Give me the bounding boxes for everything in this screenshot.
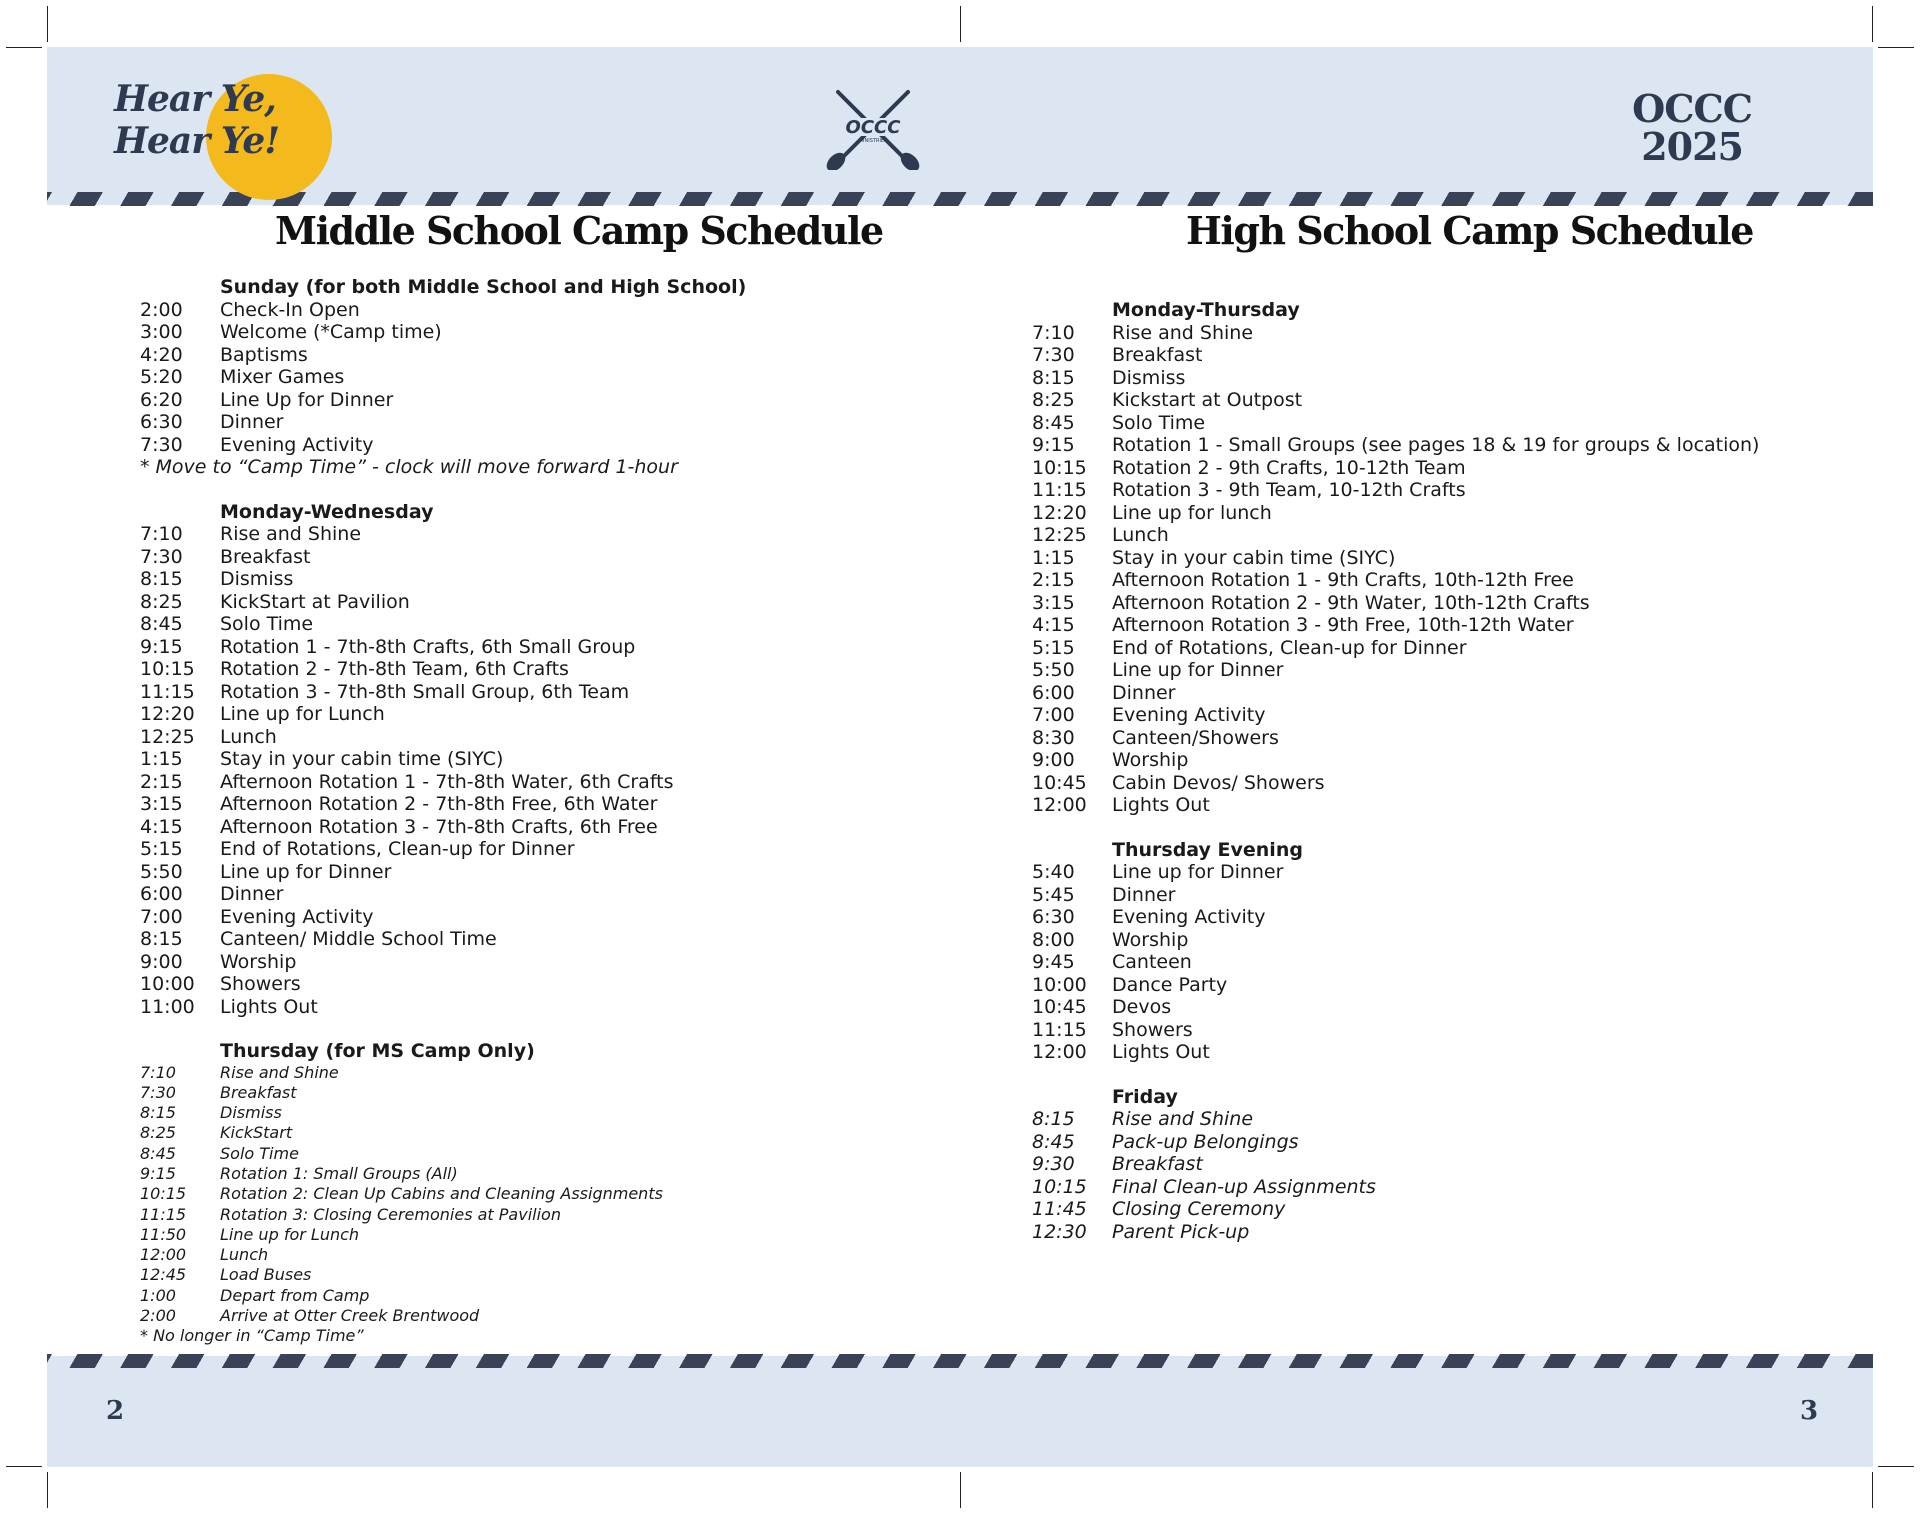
schedule-event: Breakfast (1112, 344, 1203, 366)
schedule-row (1032, 884, 1759, 907)
crop-mark (6, 1466, 42, 1467)
schedule-event: Devos (1112, 996, 1172, 1018)
schedule-row (1032, 682, 1759, 705)
schedule-time: 11:15 (1032, 1018, 1087, 1041)
schedule-row (140, 658, 746, 681)
schedule-time: 3:15 (140, 793, 183, 815)
middle-school-title: Middle School Camp Schedule (275, 208, 883, 253)
monday-wednesday-list (140, 523, 746, 1018)
svg-text:OCCC: OCCC (845, 117, 901, 138)
schedule-row (1032, 704, 1759, 727)
schedule-time: 8:15 (140, 1103, 176, 1123)
schedule-row (1032, 1153, 1759, 1176)
schedule-time: 9:15 (1032, 434, 1075, 456)
schedule-row (140, 389, 746, 412)
schedule-event: Line Up for Dinner (220, 388, 394, 411)
schedule-event: Worship (220, 950, 297, 973)
schedule-time: 11:45 (1032, 1198, 1087, 1220)
schedule-row (1032, 861, 1759, 884)
schedule-event: Afternoon Rotation 1 - 7th-8th Water, 6th Crafts (220, 770, 674, 793)
schedule-time: 8:45 (140, 1143, 176, 1163)
schedule-time: 8:15 (140, 928, 183, 950)
schedule-row (1032, 614, 1759, 637)
schedule-time: 4:20 (140, 343, 183, 366)
schedule-time: 6:30 (140, 411, 183, 433)
schedule-row (1032, 1108, 1759, 1131)
schedule-event: Canteen/Showers (1112, 726, 1279, 749)
section-heading: Thursday Evening (1112, 838, 1303, 861)
schedule-event: Afternoon Rotation 3 - 9th Free, 10th-12th Water (1112, 614, 1574, 636)
schedule-row (140, 568, 746, 591)
schedule-event: Afternoon Rotation 2 - 7th-8th Free, 6th Water (220, 793, 658, 815)
schedule-row (140, 591, 746, 614)
schedule-time: 5:45 (1032, 883, 1075, 906)
schedule-event: Dinner (1112, 883, 1176, 906)
schedule-row (1032, 794, 1759, 817)
schedule-row (140, 321, 746, 344)
schedule-time: 5:50 (140, 860, 183, 883)
schedule-time: 5:20 (140, 366, 183, 388)
schedule-time: 10:15 (1032, 1175, 1087, 1198)
schedule-time: 8:45 (140, 613, 183, 635)
schedule-row (1032, 659, 1759, 682)
top-stripe-border (47, 192, 1873, 206)
schedule-time: 11:15 (140, 1204, 187, 1224)
schedule-row (1032, 592, 1759, 615)
schedule-event: Solo Time (220, 1143, 299, 1163)
schedule-event: Rise and Shine (220, 1062, 339, 1082)
schedule-time: 5:40 (1032, 861, 1075, 883)
schedule-time: 5:15 (1032, 636, 1075, 659)
schedule-event: Rotation 3 - 9th Team, 10-12th Crafts (1112, 479, 1466, 501)
schedule-event: Baptisms (220, 343, 308, 366)
schedule-time: 9:30 (1032, 1153, 1075, 1175)
schedule-row (1032, 1041, 1759, 1064)
svg-text:MINISTRIES: MINISTRIES (858, 138, 888, 144)
schedule-row (140, 523, 746, 546)
schedule-row (140, 793, 746, 816)
schedule-time: 9:15 (140, 1163, 176, 1183)
schedule-row (140, 1265, 746, 1285)
schedule-row (140, 636, 746, 659)
schedule-time: 6:00 (1032, 681, 1075, 704)
schedule-row (1032, 1131, 1759, 1154)
schedule-time: 11:15 (1032, 479, 1087, 501)
schedule-event: Line up for Dinner (220, 860, 392, 883)
schedule-event: Line up for Lunch (220, 703, 385, 725)
schedule-event: Evening Activity (220, 433, 374, 456)
schedule-event: Pack-up Belongings (1112, 1130, 1299, 1153)
schedule-time: 7:30 (140, 433, 183, 456)
schedule-time: 10:00 (1032, 973, 1087, 996)
schedule-row (1032, 1176, 1759, 1199)
schedule-time: 4:15 (140, 815, 183, 838)
schedule-time: 7:30 (1032, 344, 1075, 366)
schedule-time: 2:00 (140, 298, 183, 321)
schedule-row (1032, 389, 1759, 412)
schedule-row (1032, 1198, 1759, 1221)
schedule-row (140, 1184, 746, 1204)
schedule-event: KickStart (220, 1123, 293, 1143)
crop-mark (960, 6, 961, 42)
schedule-event: Parent Pick-up (1112, 1220, 1250, 1243)
schedule-time: 8:15 (1032, 366, 1075, 389)
schedule-event: Kickstart at Outpost (1112, 389, 1303, 411)
schedule-event: Dismiss (220, 568, 294, 590)
schedule-row (140, 366, 746, 389)
section-heading: Monday-Thursday (1112, 299, 1300, 321)
monday-thursday-list (1032, 322, 1759, 817)
schedule-row (140, 681, 746, 704)
schedule-row (1032, 502, 1759, 525)
schedule-row (140, 996, 746, 1019)
schedule-row (1032, 637, 1759, 660)
schedule-time: 12:00 (1032, 794, 1087, 816)
schedule-row (1032, 951, 1759, 974)
schedule-row (140, 771, 746, 794)
hear-ye-heading: Hear Ye, Hear Ye! (114, 78, 280, 162)
schedule-time: 8:25 (1032, 389, 1075, 411)
schedule-event: Afternoon Rotation 1 - 9th Crafts, 10th-12th Free (1112, 569, 1574, 591)
schedule-time: 8:00 (1032, 928, 1075, 951)
schedule-row (140, 906, 746, 929)
schedule-event: Rotation 2 - 9th Crafts, 10-12th Team (1112, 456, 1466, 479)
schedule-row (140, 1063, 746, 1083)
schedule-time: 8:15 (140, 568, 183, 590)
schedule-event: Lunch (220, 1245, 269, 1265)
schedule-time: 7:10 (140, 523, 183, 545)
crossed-oars-icon (818, 86, 928, 170)
schedule-event: Load Buses (220, 1265, 312, 1285)
schedule-time: 5:15 (140, 838, 183, 860)
schedule-row (1032, 344, 1759, 367)
schedule-event: Canteen (1112, 951, 1192, 973)
schedule-row (140, 838, 746, 861)
schedule-row (140, 1205, 746, 1225)
schedule-event: Line up for Dinner (1112, 659, 1284, 681)
page-number-left: 2 (106, 1396, 125, 1426)
schedule-event: Line up for lunch (1112, 501, 1272, 524)
schedule-time: 7:30 (140, 545, 183, 568)
schedule-row (140, 299, 746, 322)
schedule-row (1032, 929, 1759, 952)
schedule-event: Solo Time (220, 613, 314, 635)
schedule-time: 9:00 (1032, 749, 1075, 771)
schedule-event: Lights Out (220, 995, 318, 1018)
schedule-event: Lights Out (1112, 794, 1210, 816)
schedule-row (140, 748, 746, 771)
schedule-event: Rise and Shine (1112, 321, 1254, 344)
schedule-time: 6:00 (140, 883, 183, 905)
schedule-event: Rotation 2: Clean Up Cabins and Cleaning Assignments (220, 1184, 663, 1204)
schedule-row (140, 883, 746, 906)
schedule-row (1032, 322, 1759, 345)
schedule-row (1032, 412, 1759, 435)
schedule-row (1032, 1221, 1759, 1244)
schedule-time: 11:15 (140, 680, 195, 703)
crop-mark (1878, 1466, 1914, 1467)
schedule-row (1032, 727, 1759, 750)
schedule-event: Final Clean-up Assignments (1112, 1175, 1376, 1198)
schedule-time: 9:15 (140, 635, 183, 658)
page-number-right: 3 (1800, 1396, 1819, 1426)
schedule-event: Breakfast (220, 1082, 297, 1102)
schedule-event: Dismiss (1112, 366, 1186, 389)
schedule-time: 8:45 (1032, 1130, 1075, 1153)
schedule-time: 1:15 (1032, 546, 1075, 569)
schedule-row (1032, 996, 1759, 1019)
crop-mark (1872, 6, 1873, 42)
schedule-event: Evening Activity (1112, 704, 1266, 726)
schedule-time: 10:45 (1032, 771, 1087, 794)
schedule-row (1032, 1019, 1759, 1042)
schedule-time: 12:20 (140, 703, 195, 725)
schedule-event: Welcome (*Camp time) (220, 321, 442, 343)
friday-list (1032, 1108, 1759, 1243)
schedule-event: Dinner (1112, 681, 1176, 704)
section-heading: Friday (1112, 1085, 1178, 1108)
schedule-time: 8:25 (140, 1123, 176, 1143)
schedule-row (140, 1083, 746, 1103)
schedule-event: Rotation 1 - Small Groups (see pages 18 & 19 for groups & location) (1112, 434, 1760, 456)
schedule-time: 6:30 (1032, 906, 1075, 928)
schedule-time: 9:45 (1032, 951, 1075, 973)
schedule-time: 8:25 (140, 590, 183, 613)
schedule-time: 1:15 (140, 748, 183, 770)
section-heading: Monday-Wednesday (220, 500, 434, 523)
schedule-time: 1:00 (140, 1285, 176, 1305)
section-heading: Sunday (for both Middle School and High School) (220, 276, 747, 298)
schedule-time: 12:25 (140, 725, 195, 748)
crop-mark (6, 47, 42, 48)
occc-ministries-logo (818, 86, 928, 170)
schedule-row (1032, 457, 1759, 480)
schedule-event: Showers (220, 973, 301, 995)
thursday-evening-list (1032, 861, 1759, 1064)
schedule-row (140, 1164, 746, 1184)
schedule-time: 12:20 (1032, 501, 1087, 524)
schedule-time: 11:50 (140, 1224, 187, 1244)
schedule-event: Rotation 3: Closing Ceremonies at Pavilion (220, 1204, 561, 1224)
schedule-event: Showers (1112, 1018, 1193, 1041)
schedule-event: Rotation 1 - 7th-8th Crafts, 6th Small Group (220, 635, 636, 658)
schedule-event: Stay in your cabin time (SIYC) (220, 748, 504, 770)
schedule-event: Arrive at Otter Creek Brentwood (220, 1306, 480, 1326)
schedule-time: 10:00 (140, 973, 195, 995)
schedule-row (140, 411, 746, 434)
schedule-time: 10:15 (140, 658, 195, 680)
schedule-row (140, 861, 746, 884)
camp-time-note: * Move to “Camp Time” - clock will move forward 1-hour (140, 456, 678, 478)
schedule-time: 2:15 (1032, 569, 1075, 591)
schedule-event: Solo Time (1112, 411, 1206, 434)
schedule-time: 8:30 (1032, 726, 1075, 749)
schedule-time: 4:15 (1032, 614, 1075, 636)
schedule-time: 10:15 (1032, 456, 1087, 479)
schedule-event: Dinner (220, 411, 284, 433)
schedule-event: Evening Activity (1112, 906, 1266, 928)
schedule-row (1032, 569, 1759, 592)
schedule-event: Cabin Devos/ Showers (1112, 771, 1325, 794)
schedule-event: Breakfast (220, 545, 311, 568)
schedule-time: 10:45 (1032, 996, 1087, 1018)
schedule-event: Closing Ceremony (1112, 1198, 1286, 1220)
schedule-event: Check-In Open (220, 298, 360, 321)
high-school-title: High School Camp Schedule (1186, 208, 1753, 253)
schedule-time: 5:50 (1032, 659, 1075, 681)
schedule-time: 6:20 (140, 388, 183, 411)
bottom-stripe-border (47, 1354, 1873, 1368)
schedule-event: Dance Party (1112, 973, 1228, 996)
schedule-time: 9:00 (140, 950, 183, 973)
schedule-row (140, 1225, 746, 1245)
schedule-event: Depart from Camp (220, 1285, 370, 1305)
schedule-time: 12:25 (1032, 524, 1087, 546)
schedule-event: Stay in your cabin time (SIYC) (1112, 546, 1396, 569)
schedule-row (140, 816, 746, 839)
schedule-event: Breakfast (1112, 1153, 1203, 1175)
brand-year-mark: OCCC 2025 (1632, 86, 1752, 169)
schedule-row (140, 344, 746, 367)
schedule-time: 7:30 (140, 1082, 176, 1102)
schedule-time: 8:15 (1032, 1108, 1075, 1130)
crop-mark (1872, 1472, 1873, 1508)
schedule-event: Rotation 1: Small Groups (All) (220, 1163, 458, 1183)
schedule-row (140, 703, 746, 726)
schedule-time: 7:00 (140, 905, 183, 928)
schedule-row (140, 546, 746, 569)
crop-mark (47, 6, 48, 42)
schedule-time: 2:15 (140, 770, 183, 793)
schedule-row (1032, 479, 1759, 502)
high-school-schedule (1032, 299, 1759, 1243)
schedule-row (1032, 749, 1759, 772)
schedule-time: 12:45 (140, 1265, 187, 1285)
schedule-event: End of Rotations, Clean-up for Dinner (1112, 636, 1467, 659)
schedule-row (140, 434, 746, 457)
schedule-row (1032, 906, 1759, 929)
schedule-row (1032, 367, 1759, 390)
schedule-row (140, 1286, 746, 1306)
schedule-event: Worship (1112, 928, 1189, 951)
schedule-event: Rotation 2 - 7th-8th Team, 6th Crafts (220, 658, 569, 680)
schedule-event: Lights Out (1112, 1041, 1210, 1063)
schedule-event: Dismiss (220, 1103, 282, 1123)
schedule-time: 12:00 (140, 1245, 187, 1265)
crop-mark (1878, 47, 1914, 48)
schedule-time: 7:10 (140, 1062, 176, 1082)
schedule-event: Canteen/ Middle School Time (220, 928, 497, 950)
schedule-time: 7:10 (1032, 321, 1075, 344)
schedule-time: 12:30 (1032, 1220, 1087, 1243)
no-camp-time-note: * No longer in “Camp Time” (140, 1326, 364, 1346)
schedule-row (140, 1245, 746, 1265)
schedule-row (1032, 974, 1759, 997)
schedule-event: Mixer Games (220, 366, 345, 388)
section-heading: Thursday (for MS Camp Only) (220, 1040, 535, 1062)
schedule-event: Lunch (1112, 524, 1169, 546)
schedule-time: 10:15 (140, 1184, 187, 1204)
schedule-time: 3:00 (140, 321, 183, 343)
schedule-event: Worship (1112, 749, 1189, 771)
crop-mark (47, 1472, 48, 1508)
schedule-event: Rise and Shine (220, 523, 362, 545)
schedule-event: KickStart at Pavilion (220, 590, 410, 613)
thursday-ms-list (140, 1063, 746, 1327)
schedule-time: 8:45 (1032, 411, 1075, 434)
schedule-event: Lunch (220, 725, 277, 748)
schedule-row (140, 1123, 746, 1143)
schedule-row (140, 1306, 746, 1326)
schedule-event: End of Rotations, Clean-up for Dinner (220, 838, 575, 860)
schedule-row (1032, 547, 1759, 570)
schedule-event: Line up for Lunch (220, 1224, 360, 1244)
schedule-row (1032, 434, 1759, 457)
schedule-event: Evening Activity (220, 905, 374, 928)
schedule-row (140, 1103, 746, 1123)
schedule-event: Dinner (220, 883, 284, 905)
schedule-event: Afternoon Rotation 2 - 9th Water, 10th-12th Crafts (1112, 591, 1590, 614)
schedule-time: 3:15 (1032, 591, 1075, 614)
schedule-row (140, 1144, 746, 1164)
schedule-event: Afternoon Rotation 3 - 7th-8th Crafts, 6th Free (220, 815, 658, 838)
schedule-event: Rise and Shine (1112, 1108, 1254, 1130)
schedule-row (140, 951, 746, 974)
schedule-time: 11:00 (140, 995, 195, 1018)
schedule-row (140, 928, 746, 951)
schedule-row (140, 973, 746, 996)
schedule-row (140, 613, 746, 636)
middle-school-schedule (140, 276, 746, 1347)
schedule-row (1032, 524, 1759, 547)
schedule-time: 2:00 (140, 1306, 176, 1326)
schedule-row (140, 726, 746, 749)
schedule-time: 7:00 (1032, 704, 1075, 726)
crop-mark (960, 1472, 961, 1508)
schedule-event: Rotation 3 - 7th-8th Small Group, 6th Team (220, 680, 630, 703)
schedule-row (1032, 772, 1759, 795)
schedule-time: 12:00 (1032, 1041, 1087, 1063)
schedule-event: Line up for Dinner (1112, 861, 1284, 883)
sunday-list (140, 299, 746, 457)
